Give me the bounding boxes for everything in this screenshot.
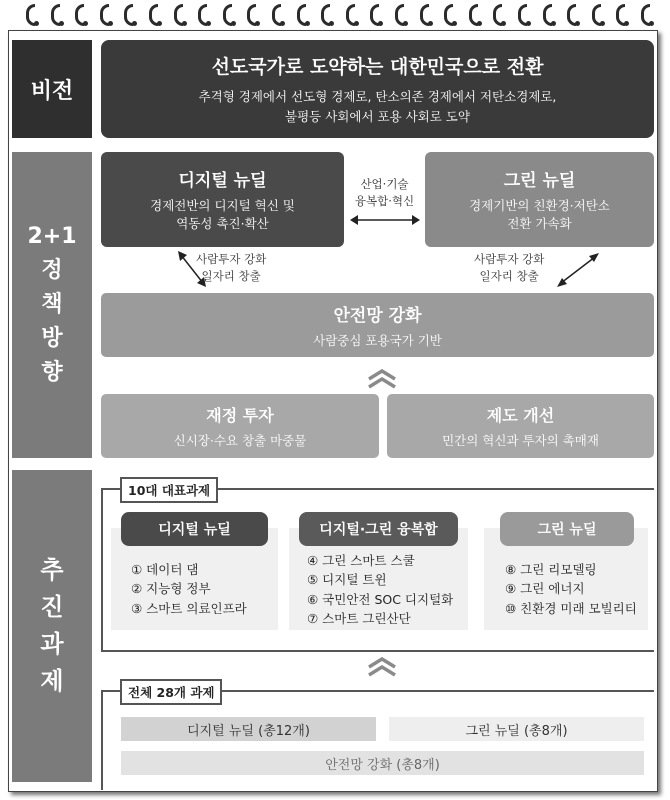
digital-desc-line-2: 역동성 촉진·확산 bbox=[176, 216, 269, 231]
convergence-label bbox=[344, 176, 425, 209]
binder-ring-icon bbox=[100, 4, 109, 26]
list-item: ① 데이터 댐 bbox=[131, 562, 199, 577]
vision-subtitle bbox=[199, 87, 557, 127]
tasks-line: 진 bbox=[40, 592, 64, 621]
binder-ring-icon bbox=[592, 4, 601, 26]
digital-title: 디지털 뉴딜 bbox=[178, 170, 267, 191]
all28-tag: 전체 28개 과제 bbox=[120, 679, 222, 705]
tasks-line: 과 bbox=[40, 630, 64, 658]
side-label-policy bbox=[12, 152, 92, 458]
system-improvement-box bbox=[387, 394, 654, 458]
binder-ring-icon bbox=[518, 4, 527, 26]
binder-ring-icon bbox=[247, 4, 256, 26]
invest-right-line-2: 일자리 창출 bbox=[479, 268, 539, 283]
category-list-digital bbox=[131, 560, 247, 618]
binder-ring-icon bbox=[321, 4, 330, 26]
category-head-digital: 디지털 뉴딜 bbox=[121, 512, 268, 546]
vision-title: 선도국가로 도약하는 대한민국으로 전환 bbox=[211, 55, 544, 78]
green-newdeal-box bbox=[425, 152, 654, 247]
binder-ring-icon bbox=[124, 4, 133, 26]
binder-ring-icon bbox=[543, 4, 552, 26]
binder-ring-icon bbox=[493, 4, 502, 26]
diagonal-arrow-icon bbox=[556, 252, 600, 288]
list-item: ⑤ 디지털 트윈 bbox=[307, 572, 387, 588]
category-head-green: 그린 뉴딜 bbox=[500, 512, 634, 546]
vision-line-2: 불평등 사회에서 포용 사회로 도약 bbox=[285, 108, 470, 124]
binder-ring-icon bbox=[198, 4, 207, 26]
double-arrow-icon bbox=[350, 214, 420, 226]
policy-line: 책 bbox=[41, 291, 63, 317]
safety-net-box bbox=[101, 293, 654, 357]
binder-ring-icon bbox=[297, 4, 306, 26]
side-label-tasks bbox=[12, 470, 92, 782]
binder-ring-icon bbox=[272, 4, 281, 26]
binder-ring-icon bbox=[149, 4, 158, 26]
binder-ring-icon bbox=[469, 4, 478, 26]
safety-title: 안전망 강화 bbox=[333, 306, 422, 326]
safety-desc: 사람중심 포용국가 기반 bbox=[313, 333, 442, 348]
digital-desc bbox=[150, 197, 295, 233]
vision-box bbox=[101, 40, 654, 138]
double-chevron-up-icon bbox=[366, 369, 398, 389]
binder-ring-icon bbox=[420, 4, 429, 26]
bar-safety-total: 안전망 강화 (총8개) bbox=[121, 751, 644, 775]
green-desc-line-1: 경제기반의 친환경·저탄소 bbox=[469, 197, 610, 213]
system-title: 제도 개선 bbox=[486, 406, 555, 425]
side-label-vision: 비전 bbox=[12, 40, 92, 138]
invest-label-right bbox=[474, 251, 544, 284]
top10-tag: 10대 대표과제 bbox=[120, 477, 218, 503]
list-item: ⑨ 그린 에너지 bbox=[505, 581, 585, 597]
category-head-convergence: 디지털·그린 융복합 bbox=[299, 512, 458, 546]
invest-left-line-1: 사람투자 강화 bbox=[196, 252, 267, 266]
invest-left-line-2: 일자리 창출 bbox=[201, 268, 261, 283]
bar-digital-total: 디지털 뉴딜 (총12개) bbox=[121, 717, 376, 741]
fiscal-desc: 신시장·수요 창출 마중물 bbox=[173, 433, 307, 448]
tasks-line: 추 bbox=[40, 555, 64, 584]
vision-line-1: 추격형 경제에서 선도형 경제로, 탄소의존 경제에서 저탄소경제로, bbox=[198, 88, 557, 104]
convergence-line-2: 융복합·혁신 bbox=[354, 193, 415, 208]
policy-line: 정 bbox=[41, 257, 63, 283]
list-item: ⑧ 그린 리모델링 bbox=[505, 562, 597, 577]
binder-ring-icon bbox=[75, 4, 84, 26]
binder-ring-icon bbox=[567, 4, 576, 26]
green-desc-line-2: 전환 가속화 bbox=[507, 216, 572, 231]
invest-label-left bbox=[196, 251, 266, 284]
list-item: ② 지능형 정부 bbox=[131, 581, 211, 597]
binder-ring-icon bbox=[616, 4, 625, 26]
green-title: 그린 뉴딜 bbox=[503, 170, 576, 191]
invest-right-line-1: 사람투자 강화 bbox=[474, 252, 545, 266]
policy-line: 방 bbox=[41, 326, 63, 352]
binder-ring-icon bbox=[370, 4, 379, 26]
binder-ring-icon bbox=[51, 4, 60, 26]
policy-line: 2+1 bbox=[27, 223, 77, 249]
binder-ring-icon bbox=[26, 4, 35, 26]
green-desc bbox=[469, 197, 610, 233]
digital-desc-line-1: 경제전반의 디지털 혁신 및 bbox=[150, 197, 295, 213]
fiscal-investment-box bbox=[101, 394, 379, 458]
list-item: ⑥ 국민안전 SOC 디지털화 bbox=[307, 591, 454, 607]
binder-ring-icon bbox=[346, 4, 355, 26]
bar-green-total: 그린 뉴딜 (총8개) bbox=[389, 717, 644, 741]
category-list-convergence bbox=[307, 551, 453, 629]
binder-ring-icon bbox=[641, 4, 650, 26]
list-item: ⑦ 스마트 그린산단 bbox=[307, 611, 411, 627]
binder-ring-icon bbox=[444, 4, 453, 26]
system-desc: 민간의 혁신과 투자의 촉매재 bbox=[442, 433, 599, 448]
digital-newdeal-box bbox=[101, 152, 344, 247]
convergence-line-1: 산업·기술 bbox=[360, 177, 409, 191]
binder-ring-icon bbox=[223, 4, 232, 26]
list-item: ⑩ 친환경 미래 모빌리티 bbox=[505, 600, 637, 616]
list-item: ③ 스마트 의료인프라 bbox=[131, 600, 247, 616]
policy-line: 향 bbox=[41, 360, 63, 386]
category-list-green bbox=[505, 560, 637, 618]
double-chevron-up-icon bbox=[366, 657, 398, 677]
tasks-line: 제 bbox=[40, 667, 64, 696]
fiscal-title: 재정 투자 bbox=[206, 406, 274, 425]
binder-ring-icon bbox=[395, 4, 404, 26]
list-item: ④ 그린 스마트 스쿨 bbox=[307, 553, 415, 568]
binder-rings bbox=[0, 0, 670, 30]
binder-ring-icon bbox=[174, 4, 183, 26]
